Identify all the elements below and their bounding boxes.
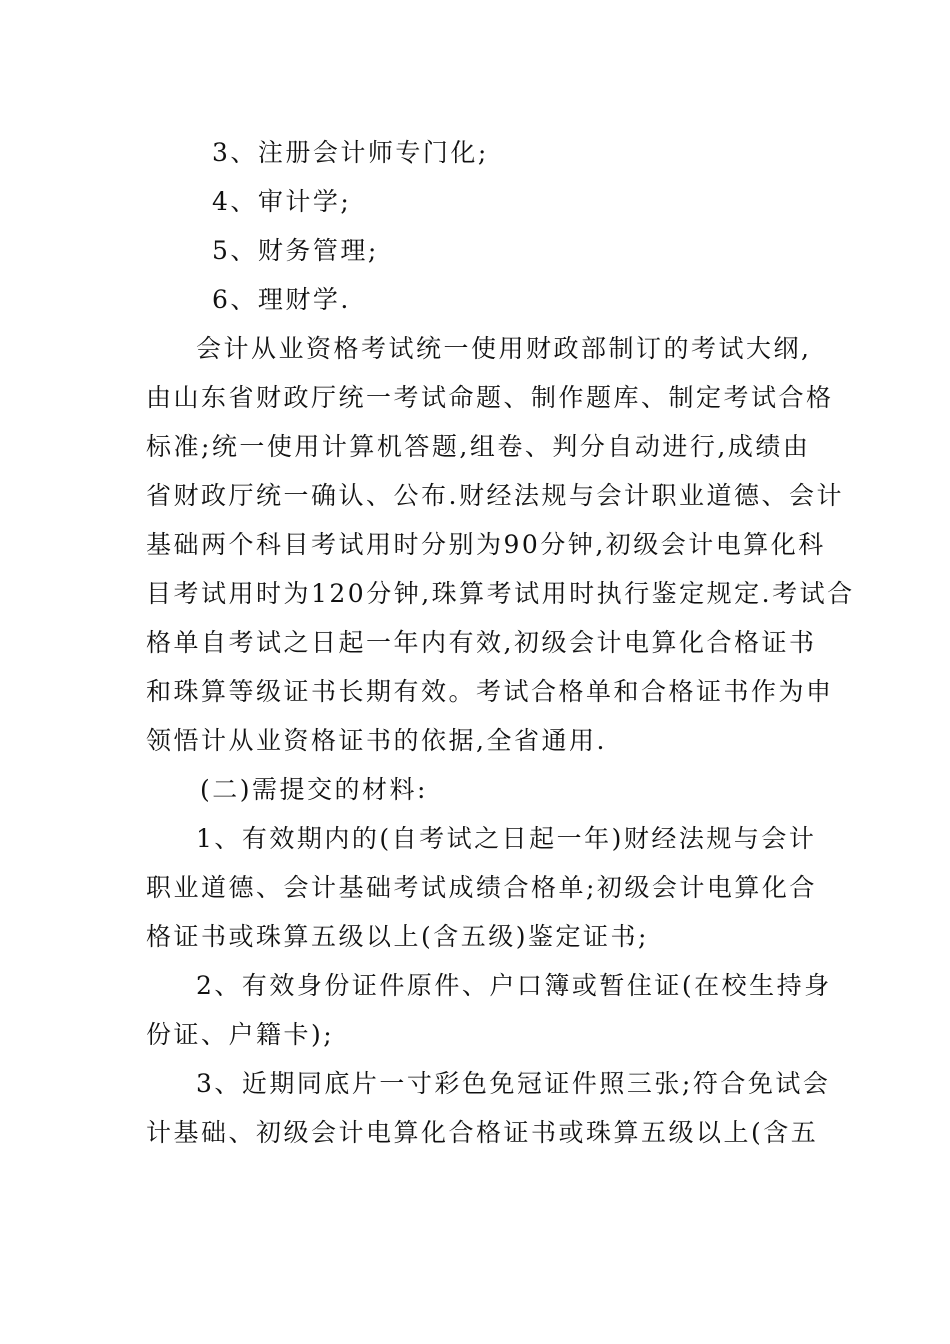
paragraph-line: 3、近期同底片一寸彩色免冠证件照三张;符合免试会 [196,1069,831,1098]
paragraph-line: 份证、户籍卡); [146,1020,335,1049]
paragraph-line: 职业道德、会计基础考试成绩合格单;初级会计电算化合 [146,873,817,902]
paragraph-line: 格证书或珠算五级以上(含五级)鉴定证书; [146,922,649,951]
list-item-6: 6、理财学. [212,285,351,314]
paragraph-line: 目考试用时为120分钟,珠算考试用时执行鉴定规定.考试合 [146,579,855,608]
materials-item-3 [146,1059,831,1157]
section-heading: (二)需提交的材料: [200,775,428,804]
paragraph-line: 标准;统一使用计算机答题,组卷、判分自动进行,成绩由 [146,432,811,461]
paragraph-line: 省财政厅统一确认、公布.财经法规与会计职业道德、会计 [146,481,844,510]
paragraph-line: 计基础、初级会计电算化合格证书或珠算五级以上(含五 [146,1118,819,1147]
paragraph-line: 领悟计从业资格证书的依据,全省通用. [146,726,607,755]
materials-item-2 [146,961,832,1059]
paragraph-line: 格单自考试之日起一年内有效,初级会计电算化合格证书 [146,628,817,657]
list-item-3: 3、注册会计师专门化; [212,138,489,167]
paragraph-line: 会计从业资格考试统一使用财政部制订的考试大纲, [196,334,812,363]
paragraph-line: 和珠算等级证书长期有效。考试合格单和合格证书作为申 [146,677,834,706]
document-body [146,128,855,1157]
list-item-5: 5、财务管理; [212,236,379,265]
paragraph-line: 1、有效期内的(自考试之日起一年)财经法规与会计 [196,824,817,853]
paragraph-exam-rules [146,324,855,765]
paragraph-line: 由山东省财政厅统一考试命题、制作题库、制定考试合格 [146,383,834,412]
paragraph-line: 2、有效身份证件原件、户口簿或暂住证(在校生持身 [196,971,832,1000]
paragraph-line: 基础两个科目考试用时分别为90分钟,初级会计电算化科 [146,530,826,559]
materials-item-1 [146,814,817,961]
list-item-4: 4、审计学; [212,187,352,216]
